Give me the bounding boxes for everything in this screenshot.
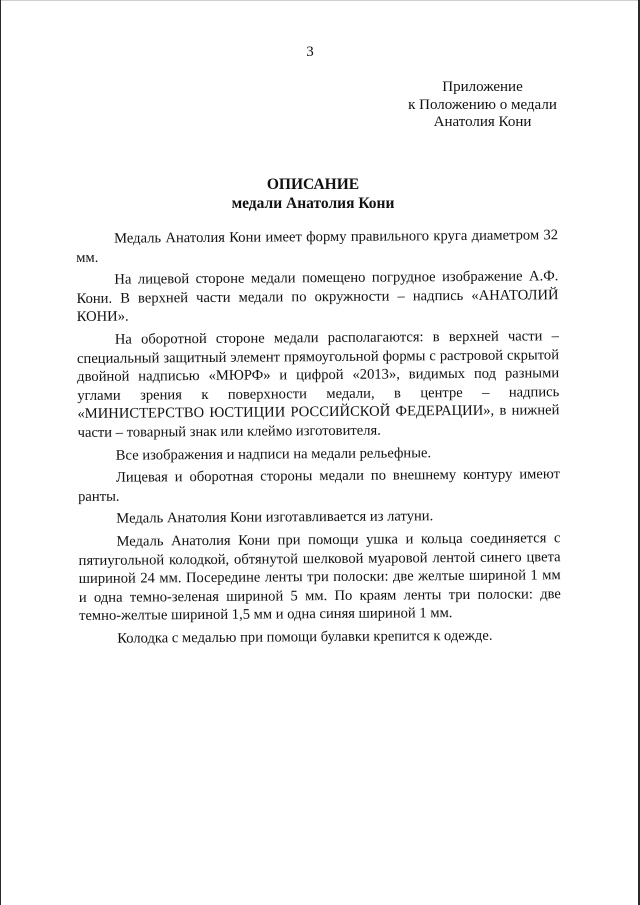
appendix-line-3: Анатолия Кони bbox=[433, 114, 532, 130]
scan-edge-top bbox=[0, 0, 640, 1]
appendix-header bbox=[400, 79, 565, 132]
paragraph-reverse: На оборотной стороне медали располагаются: в верхней части – специальный защитный элемент прямоугольной формы с растровой скрытой двойной надписью «МЮРФ» и цифрой «2013», видимых под разными углами зрения к поверхности медали, в центре – надпись «МИНИСТЕРСТВО ЮСТИЦИИ РОССИЙСКОЙ ФЕДЕРАЦИИ», в нижней части – товарный знак или клеймо изготовителя. bbox=[76, 328, 560, 441]
document-title bbox=[0, 175, 626, 213]
document-body bbox=[76, 226, 561, 652]
appendix-line-2: к Положению о медали bbox=[408, 96, 557, 113]
title-sub: медали Анатолия Кони bbox=[231, 195, 395, 212]
paragraph-material: Медаль Анатолия Кони изготавливается из латуни. bbox=[116, 508, 434, 528]
paragraph-attachment: Колодка с медалью при помощи булавки крепится к одежде. bbox=[117, 627, 493, 647]
title-main: ОПИСАНИЕ bbox=[266, 176, 360, 193]
paragraph-obverse: На лицевой стороне медали помещено погрудное изображение А.Ф. Кони. В верхней части медали по окружности – надпись «АНАТОЛИЙ КОНИ». bbox=[76, 268, 559, 326]
paragraph-relief: Все изображения и надписи на медали рельефные. bbox=[115, 444, 432, 464]
scan-edge-left bbox=[0, 0, 1, 905]
appendix-line-1: Приложение bbox=[442, 79, 523, 95]
paragraph-ribbon: Медаль Анатолия Кони при помощи ушка и кольца соединяется с пятиугольной колодкой, обтянутой шелковой муаровой лентой синего цвета шириной 24 мм. Посередине ленты три полоски: две желтые шириной 1 мм и одна темно-зеленая шириной 5 мм. По краям ленты три полоски: две темно-желтые шириной 1,5 мм и одна синяя шириной 1 мм. bbox=[78, 530, 561, 625]
paragraph-rims: Лицевая и оборотная стороны медали по внешнему контуру имеют ранты. bbox=[78, 466, 560, 505]
page-number: 3 bbox=[306, 44, 314, 60]
paragraph-diameter: Медаль Анатолия Кони имеет форму правильного круга диаметром 32 мм. bbox=[76, 227, 559, 266]
